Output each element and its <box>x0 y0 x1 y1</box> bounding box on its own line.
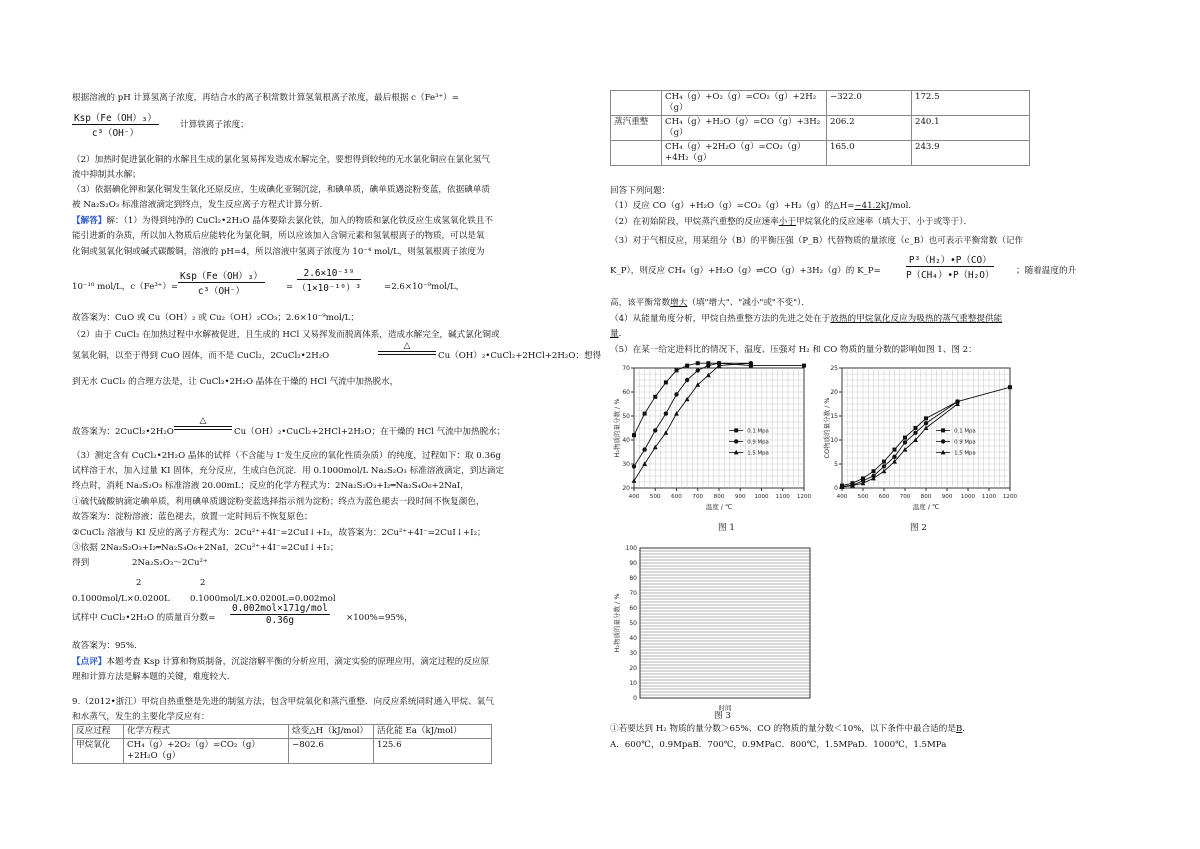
data-point <box>664 411 668 415</box>
legend-marker <box>734 439 738 443</box>
y-tick-label: 30 <box>629 650 637 657</box>
legend-label: 1.5 Mpa <box>747 450 769 457</box>
legend-label: 0.1 Mpa <box>954 428 976 435</box>
text-line: =2.6×10⁻⁹mol/L， <box>384 282 465 292</box>
answer-blank: B <box>955 724 963 734</box>
note-line: 【点评】本题考查 Ksp 计算和物质制备，沉淀溶解平衡的分析应用，滴定实验的原理应用，滴定过程的反应原 <box>72 657 490 667</box>
data-point <box>882 460 886 464</box>
text-line: （2）由于 CuCl₂ 在加热过程中水解被促进，且生成的 HCl 又易挥发而脱离体系，造成水解完全，碱式氯化铜或 <box>72 330 500 340</box>
data-point <box>1008 385 1012 389</box>
y-tick-label: 70 <box>622 365 630 372</box>
data-point <box>892 455 896 459</box>
text-line: 2Na₂S₂O₃～2Cu²⁺ <box>132 558 208 568</box>
y-tick-label: 50 <box>629 620 637 627</box>
y-tick-label: 10 <box>830 437 838 444</box>
heat-arrow: △ <box>378 341 436 355</box>
data-point <box>632 464 636 468</box>
data-point <box>903 440 907 444</box>
text-line: ②CuCl₂ 溶液与 KI 反应的离子方程式为：2Cu²⁺+4I⁻=2CuI↓+I₂，故答案为：2Cu²⁺+4I⁻=2CuI↓+I₂； <box>72 528 486 538</box>
text-line: （3）对于气相反应，用某组分（B）的平衡压强（P_B）代替物质的量浓度（c_B）也可表示平衡常数（记作 <box>610 236 1024 246</box>
text-line: 试样中 CuCl₂•2H₂O 的质量百分数= <box>72 613 216 623</box>
x-tick-label: 400 <box>628 494 640 500</box>
text-line: 到无水 CuCl₂ 的合理方法是，让 CuCl₂•2H₂O 晶体在干燥的 HCl 气流中加热脱水， <box>72 377 399 387</box>
x-tick-label: 1000 <box>960 494 976 500</box>
legend-marker <box>941 439 945 443</box>
text-line: 故答案为：2CuCl₂•2H₂O <box>72 427 174 437</box>
x-tick-label: 500 <box>649 494 661 500</box>
data-point <box>664 380 668 384</box>
text-line: 0.1000mol/L×0.0200L <box>72 594 170 604</box>
data-point <box>913 431 917 435</box>
data-point <box>674 392 678 396</box>
text-line: （3）测定含有 CuCl₂•2H₂O 晶体的试样（不含能与 I⁻发生反应的氧化性质杂质）的纯度，过程如下：取 0.36g <box>72 451 501 461</box>
y-tick-label: 0 <box>834 485 838 492</box>
text-line: 得到 <box>72 558 90 568</box>
text-line: 根据溶液的 pH 计算氢离子浓度，再结合水的离子积常数计算氢氧根离子浓度，最后根据 c（Fe³⁺）= <box>72 93 459 103</box>
x-tick-label: 700 <box>692 494 704 500</box>
figure-1 <box>610 362 812 516</box>
text-line: ；随着温度的升 <box>1016 266 1077 276</box>
text-line: 能引进新的杂质，所以加入物质后应能转化为氯化铜，所以应该加入含铜元素和氢氧根离子的物质，可以是氧 <box>72 231 485 241</box>
y-axis-label: H₂物质的量分数 / % <box>613 398 621 458</box>
x-tick-label: 400 <box>836 494 848 500</box>
data-point <box>685 378 689 382</box>
figure-2 <box>820 362 1018 516</box>
y-tick-label: 60 <box>622 389 630 396</box>
text-line: 理和计算方法是解本题的关键，难度较大． <box>72 672 236 682</box>
data-point <box>914 426 918 430</box>
options-line: A．600℃，0.9MpaB．700℃，0.9MPaC．800℃，1.5MPaD．1000℃，1.5MPa <box>610 740 947 750</box>
data-point <box>872 469 876 473</box>
y-axis-label: CO物质的量分数 / % <box>823 397 831 459</box>
y-tick-label: 5 <box>834 461 838 468</box>
data-point <box>642 447 646 451</box>
data-point <box>924 421 928 425</box>
figure-1-caption: 图 1 <box>718 523 735 533</box>
table-row: 蒸汽重整 CH₄（g）+H₂O（g）=CO（g）+3H₂（g） 206.2 240.1 <box>611 116 1030 141</box>
x-axis-label: 温度 / ℃ <box>705 503 733 511</box>
x-tick-label: 800 <box>920 494 932 500</box>
y-tick-label: 25 <box>830 365 838 372</box>
data-point <box>893 448 897 452</box>
text-line: K_P），则反应 CH₄（g）+H₂O（g）⇌CO（g）+3H₂（g）的 K_P= <box>610 266 881 276</box>
data-point <box>924 416 928 420</box>
legend-label: 0.9 Mpa <box>954 439 976 446</box>
chart-1-svg <box>610 362 812 512</box>
legend-label: 1.5 Mpa <box>954 450 976 457</box>
fraction-ksp: Ksp（Fe（OH）₃） c³（OH⁻） <box>178 268 265 297</box>
legend-label: 0.9 Mpa <box>747 439 769 446</box>
question-line: ①若要达到 H₂ 物质的量分数＞65%、CO 的物质的量分数＜10%，以下条件中最合适的是B． <box>610 724 971 734</box>
legend-marker <box>941 428 945 432</box>
text-line: 氢氧化铜，以至于得到 CuO 固体，而不是 CuCl₂，2CuCl₂•2H₂O <box>72 351 330 361</box>
chart-3-svg <box>610 540 815 715</box>
heat-arrow: △ <box>174 416 232 430</box>
table-header-row: 反应过程 化学方程式 焓变△H（kJ/mol） 活化能 Ea（kJ/mol） <box>73 725 492 739</box>
y-tick-label: 40 <box>629 635 637 642</box>
text-line: 终点时，消耗 Na₂S₂O₃ 标准溶液 20.00mL；反应的化学方程式为：2Na₂S₂O₃+I₂═Na₂S₄O₆+2NaI， <box>72 481 469 491</box>
x-tick-label: 900 <box>734 494 746 500</box>
text-line: 被 Na₂S₂O₃ 标准溶液滴定到终点，发生反应离子方程式计算分析． <box>72 200 329 210</box>
y-tick-label: 40 <box>622 437 630 444</box>
text-line: 和水蒸气，发生的主要化学反应有： <box>72 712 210 722</box>
x-tick-label: 1100 <box>981 494 997 500</box>
answer-line: 【解答】解：（1）为得到纯净的 CuCl₂•2H₂O 晶体要除去氯化铁，加入的物质和氯化铁反应生成氢氧化铁且不 <box>72 216 493 226</box>
y-tick-label: 80 <box>629 575 637 582</box>
y-tick-label: 20 <box>629 665 637 672</box>
data-point <box>903 436 907 440</box>
x-tick-label: 1100 <box>775 494 790 500</box>
answer-blank: 增大 <box>670 298 688 308</box>
answer-blank: 小于 <box>778 217 796 227</box>
data-point <box>653 395 657 399</box>
data-point <box>643 412 647 416</box>
note-tag: 【点评】 <box>72 657 107 667</box>
question-line: （1）反应 CO（g）+H₂O（g）=CO₂（g）+H₂（g）的△H=−41.2kJ/mol． <box>610 201 918 211</box>
data-point <box>685 364 689 368</box>
x-tick-label: 800 <box>713 494 725 500</box>
text-line: 故答案为：淀粉溶液；蓝色褪去，放置一定时间后不恢复原色； <box>72 512 313 522</box>
coef: 2 <box>136 578 142 588</box>
text-line: 计算铁离子浓度； <box>180 120 249 130</box>
figure-3 <box>610 540 815 719</box>
text-line: 故答案为：CuO 或 Cu（OH）₂ 或 Cu₂（OH）₂CO₃；2.6×10⁻⁹mol/L； <box>72 313 359 323</box>
y-tick-label: 100 <box>625 545 637 552</box>
data-point <box>653 428 657 432</box>
question-line: （4）从能量角度分析，甲烷自热重整方法的先进之处在于放热的甲烷氧化反应为吸热的蒸气重整提供能 <box>610 314 1003 324</box>
x-tick-label: 700 <box>899 494 911 500</box>
x-tick-label: 600 <box>878 494 890 500</box>
y-tick-label: 10 <box>629 680 637 687</box>
y-tick-label: 20 <box>622 485 630 492</box>
text-line: ①硫代硫酸钠滴定碘单质，利用碘单质遇淀粉变蓝选择指示剂为淀粉；终点为蓝色褪去一段时间不恢复颜色， <box>72 497 485 507</box>
data-point <box>696 361 700 365</box>
text-line: 10⁻¹⁰ mol/L，c（Fe³⁺）= <box>72 282 179 292</box>
data-point <box>706 363 710 367</box>
text-line: 0.1000mol/L×0.0200L=0.002mol <box>190 594 336 604</box>
data-point <box>802 364 806 368</box>
x-tick-label: 500 <box>857 494 869 500</box>
data-point <box>696 368 700 372</box>
reaction-table-continued <box>610 90 1030 166</box>
y-tick-label: 15 <box>830 413 838 420</box>
y-tick-label: 0 <box>633 695 637 702</box>
data-point <box>882 464 886 468</box>
text-line: Cu（OH）₂•CuCl₂+2HCl+2H₂O；在干燥的 HCl 气流中加热脱水； <box>234 427 506 437</box>
chart-2-svg <box>820 362 1018 512</box>
data-point <box>675 368 679 372</box>
text-line: ×100%=95%， <box>346 613 413 623</box>
fraction-percent: 0.002mol×171g/mol 0.36g <box>232 603 328 626</box>
question-line: 高，该平衡常数增大（填"增大"、"减小"或"不变"）． <box>610 298 810 308</box>
y-tick-label: 30 <box>622 461 630 468</box>
answer-blank: 量 <box>610 329 619 339</box>
x-tick-label: 1200 <box>1002 494 1018 500</box>
text-line: 化铜或氢氧化铜或碱式碳酸铜，溶液的 pH=4，所以溶液中氢离子浓度为 10⁻⁴ mol/L，则氢氧根离子浓度为 <box>72 247 485 257</box>
table-row: 甲烷氧化 CH₄（g）+2O₂（g）=CO₂（g）+2H₂O（g） −802.6 125.6 <box>73 739 492 764</box>
fraction-kp: $\frac{\text{P³（H₂）•P（CO）}}{\text{P（CH₄）•P（H₂O）}}$ <box>906 252 994 281</box>
y-tick-label: 50 <box>622 413 630 420</box>
reaction-table <box>72 724 492 764</box>
table-row: CH₄（g）+O₂（g）=CO₂（g）+2H₂（g） −322.0 172.5 <box>611 91 1030 116</box>
text-line: 流中抑制其水解； <box>72 170 141 180</box>
legend-label: 0.1 Mpa <box>747 428 769 435</box>
table-row: CH₄（g）+2H₂O（g）=CO₂（g）+4H₂（g） 165.0 243.9 <box>611 141 1030 166</box>
x-axis-label: 时间 <box>718 704 732 712</box>
fraction-value: $\frac{\text{2.6×10⁻³⁹}}{\text{（1×10⁻¹⁰）³}}$ <box>297 268 361 294</box>
text-line: 故答案为：95%． <box>72 641 143 651</box>
y-tick-label: 70 <box>629 590 637 597</box>
question-line: 量． <box>610 329 628 339</box>
figure-2-caption: 图 2 <box>910 523 927 533</box>
answer-blank: 放热的甲烷氧化反应为吸热的蒸气重整提供能 <box>830 314 1003 324</box>
question-line: （2）在初始阶段，甲烷蒸汽重整的反应速率小于甲烷氧化的反应速率（填大于、小于或等于）． <box>610 217 973 227</box>
text-line: Cu（OH）₂•CuCl₂+2HCl+2H₂O；想得 <box>438 351 602 361</box>
y-tick-label: 90 <box>629 560 637 567</box>
y-axis-label: H₂物质的量分数 / % <box>613 593 621 653</box>
data-point <box>632 433 636 437</box>
x-tick-label: 1200 <box>796 494 812 500</box>
y-tick-label: 60 <box>629 605 637 612</box>
text-line: （5）在某一给定进料比的情况下，温度、压强对 H₂ 和 CO 物质的量分数的影响如图 1、图 2： <box>610 345 977 355</box>
text-line: 回答下列问题： <box>610 186 671 196</box>
x-tick-label: 1000 <box>754 494 769 500</box>
y-tick-label: 20 <box>830 389 838 396</box>
legend-marker <box>734 428 738 432</box>
answer-tag: 【解答】 <box>72 216 107 226</box>
figure-3-caption: 图 3 <box>714 711 731 721</box>
answer-blank: −41.2 <box>854 201 881 211</box>
coef: 2 <box>200 578 206 588</box>
text-line: 试样溶于水，加入过量 KI 固体，充分反应，生成白色沉淀．用 0.1000mol/L Na₂S₂O₃ 标准溶液滴定，到达滴定 <box>72 466 505 476</box>
question-title: 9.（2012•浙江）甲烷自热重整是先进的制氢方法，包含甲烷氧化和蒸汽重整．向反应系统同时通入甲烷、氧气 <box>72 697 494 707</box>
fraction-ksp: Ksp（Fe（OH）₃） c³（OH⁻） <box>72 110 159 139</box>
text-line: （3）依据碘化钾和氯化铜发生氧化还原反应，生成碘化亚铜沉淀，和碘单质，碘单质遇淀粉变蓝，依据碘单质 <box>72 185 490 195</box>
x-tick-label: 600 <box>671 494 682 500</box>
x-tick-label: 900 <box>941 494 953 500</box>
equals-sign: = <box>286 282 294 292</box>
text-line: ③依据 2Na₂S₂O₃+I₂═Na₂S₄O₆+2NaI，2Cu²⁺+4I⁻=2CuI↓+I₂； <box>72 543 339 553</box>
x-axis-label: 温度 / ℃ <box>912 503 940 511</box>
text-line: （2）加热时促进氯化铜的水解且生成的氯化氢易挥发造成水解完全，要想得到较纯的无水氯化铜应在氯化氢气 <box>72 155 490 165</box>
